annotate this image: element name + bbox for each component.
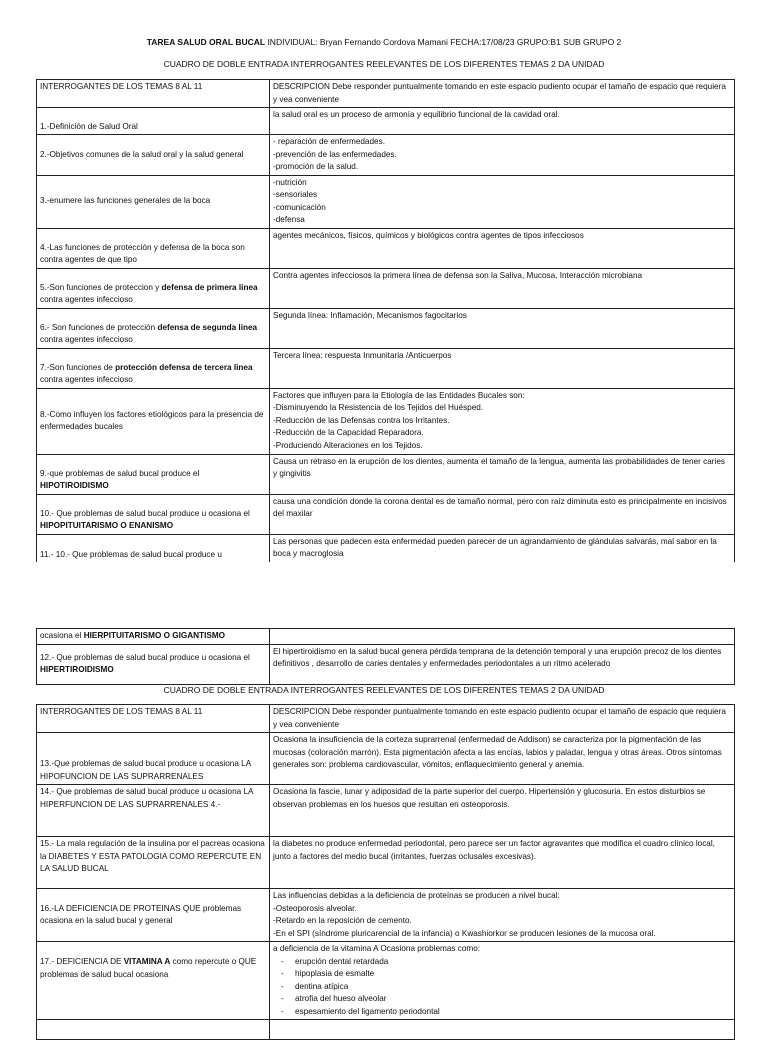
question-cell: 1.-Definición de Salud Oral (37, 108, 270, 135)
answer-cell (270, 629, 735, 645)
answer-cell: Causa un retraso en la erupción de los dientes, aumenta el tamaño de la lengua, aumenta las probabilidades de tener caries y gingivitis (270, 454, 735, 494)
table-row (37, 494, 735, 534)
question-text: contra agentes infeccioso (40, 375, 133, 384)
header-questions: INTERROGANTES DE LOS TEMAS 8 AL 11 (37, 705, 270, 733)
answer-cell (270, 135, 735, 176)
answer-line: -Reducción de las Defensas contra los Irritantes. (273, 415, 450, 425)
table-header-row (37, 80, 735, 108)
question-cell: 13.-Que problemas de salud bucal produce u ocasiona LA HIPOFUNCION DE LAS SUPRARRENALES (37, 733, 270, 785)
question-emphasis: HIPOTIROIDISMO (40, 481, 109, 490)
list-item: - dentina atípica (295, 981, 731, 994)
question-cell (37, 1020, 270, 1040)
question-emphasis: HIPERTIROIDISMO (40, 665, 114, 674)
question-text: 6.- Son funciones de protección (40, 322, 158, 332)
table-row (37, 268, 735, 308)
question-cell: 11.- 10.- Que problemas de salud bucal produce u (37, 534, 270, 562)
answer-cell: la diabetes no produce enfermedad periodontal, pero parece ser un factor agravantes que modifica el cuadro clínico local, junto a factores del medio bucal (irritantes, fuerzas oclusales excesivas). (270, 837, 735, 889)
document-page-2 (0, 590, 768, 1024)
table-subtitle-2: CUADRO DE DOBLE ENTRADA INTERROGANTES REELEVANTES DE LOS DIFERENTES TEMAS 2 DA UNIDAD (163, 685, 605, 695)
header-description: DESCRIPCION Debe responder puntualmente tomando en este espacio pudiento ocupar el tamaño de espacio que requiera y vea conveniente (270, 80, 735, 108)
table-row (37, 308, 735, 348)
table-header-row (37, 705, 735, 733)
question-text: contra agentes infeccioso (40, 295, 133, 304)
question-cell: 2.-Objetivos comunes de la salud oral y la salud general (37, 135, 270, 176)
answer-line: Las influencias debidas a la deficiencia de proteínas se producen a nivel bucal: (273, 891, 560, 900)
question-text: 9.-que problemas de salud bucal produce el (40, 468, 200, 478)
answer-line: - reparación de enfermedades. (273, 137, 385, 146)
table-row (37, 388, 735, 454)
answer-cell: Tercera línea: respuesta Inmunitaria /Anticuerpos (270, 348, 735, 388)
answer-cell: El hipertiroidismo en la salud bucal genera pérdida temprana de la detención temporal y una erupción precoz de los dientes definitivos , desarrollo de caries dentales y enfermedades periodontales a un ritmo acelerado (270, 644, 735, 684)
answer-line: -comunicación (273, 202, 326, 212)
question-text: 7.-Son funciones de (40, 362, 116, 372)
question-cell: 15.- La mala regulación de la insulina por el pacreas ocasiona la DIABETES Y ESTA PATOLOGIA COMO REPERCUTE EN LA SALUD BUCAL (37, 837, 270, 889)
answer-line: -promoción de la salud. (273, 162, 359, 171)
question-cell (37, 629, 270, 645)
answer-cell: Contra agentes infecciosos la primera línea de defensa son la Saliva, Mucosa, Interacción microbiana (270, 268, 735, 308)
question-cell (37, 454, 270, 494)
question-cell: 8.-Como influyen los factores etiológicos para la presencia de enfermedades bucales (37, 388, 270, 454)
vitamin-a-problems-list (273, 956, 731, 1019)
table-row (37, 629, 735, 645)
answer-cell (270, 175, 735, 228)
question-emphasis: defensa de segunda linea (157, 322, 258, 332)
table-row (37, 135, 735, 176)
answer-cell (270, 388, 735, 454)
answer-cell (270, 1020, 735, 1040)
question-text: como repercute o QUE problemas de salud bucal ocasiona (40, 957, 257, 979)
answer-cell: agentes mecánicos, físicos, químicos y biológicos contra agentes de tipos infecciosos (270, 228, 735, 268)
title-bold: TAREA SALUD ORAL BUCAL (146, 37, 266, 47)
question-cell (37, 308, 270, 348)
answer-cell (270, 942, 735, 1020)
page-break (0, 575, 768, 590)
answer-line: -Disminuyendo la Resistencia de los Tejidos del Huésped. (273, 403, 484, 412)
answer-cell: Segunda línea: Inflamación, Mecanismos fagocitarios (270, 308, 735, 348)
answer-line: -Reducción de la Capacidad Reparadora. (273, 428, 424, 437)
answer-line: -prevención de las enfermedades. (273, 149, 397, 159)
answer-cell: Ocasiona la fascie, lunar y adiposidad de la parte superior del cuerpo. Hipertensión y glucosuria. En estos disturbios se observan problemas en los huesos que resultan en osteoporosis. (270, 785, 735, 837)
question-emphasis: defensa de primera linea (161, 282, 258, 292)
list-item: - hipoplasia de esmalte (295, 968, 731, 981)
answer-line: Factores que influyen para la Etiología de las Entidades Bucales son: (273, 390, 525, 400)
question-cell: 4.-Las funciones de protección y defensa de la boca son contra agentes de que tipo (37, 228, 270, 268)
table-row (37, 889, 735, 942)
question-text: 17.- DEFICIENCIA DE (40, 957, 124, 966)
answer-line: a deficiencia de la vitamina A Ocasiona problemas como: (273, 944, 481, 953)
answer-cell: causa una condición donde la corona dental es de tamaño normal, pero con raíz diminuta esto es principalmente en incisivos del maxilar (270, 494, 735, 534)
answer-line: -sensoriales (273, 190, 318, 199)
question-cell (37, 942, 270, 1020)
document-title (0, 37, 768, 47)
answer-cell: la salud oral es un proceso de armonía y equilibrio funcional de la cavidad oral. (270, 108, 735, 135)
question-cell: 16.-LA DEFICIENCIA DE PROTEINAS QUE problemas ocasiona en la salud bucal y general (37, 889, 270, 942)
question-cell: 14.- Que problemas de salud bucal produce u ocasiona LA HIPERFUNCION DE LAS SUPRARRENALES 4.- (37, 785, 270, 837)
question-text: ocasiona el (40, 631, 84, 640)
question-text: 12.- Que problemas de salud bucal produce u ocasiona el (40, 652, 250, 662)
answer-line: -nutrición (273, 177, 307, 187)
question-emphasis: HIPOPITUITARISMO O ENANISMO (40, 521, 174, 530)
list-item: - espesamiento del ligamento periodontal (295, 1006, 731, 1019)
question-cell (37, 644, 270, 684)
questions-table-2 (36, 628, 735, 685)
answer-cell (270, 889, 735, 942)
questions-table-3 (36, 704, 735, 1040)
question-text: 10.- Que problemas de salud bucal produce u ocasiona el (40, 508, 250, 518)
answer-line: -defensa (273, 215, 305, 224)
table-row (37, 175, 735, 228)
table-row (37, 108, 735, 135)
table-subtitle: CUADRO DE DOBLE ENTRADA INTERROGANTES REELEVANTES DE LOS DIFERENTES TEMAS 2 DA UNIDAD (163, 59, 605, 69)
question-cell: 3.-enumere las funciones generales de la boca (37, 175, 270, 228)
table-row (37, 228, 735, 268)
answer-line: -Retardo en la reposición de cemento. (273, 916, 412, 925)
header-description: DESCRIPCION Debe responder puntualmente tomando en este espacio pudiento ocupar el tamaño de espacio que requiera y vea conveniente (270, 705, 735, 733)
answer-cell: Ocasiona la insuficiencia de la corteza suprarrenal (enfermedad de Addison) se caracteriza por la pigmentación de las mucosas (coloración marrón). Esta pigmentación afecta a las encías, labios y paladar, lengua y otras áreas. Otros síntomas generales son: problema cardiovascular, vómitos, enflaquecimiento general y anemia. (270, 733, 735, 785)
header-questions: INTERROGANTES DE LOS TEMAS 8 AL 11 (37, 80, 270, 108)
question-emphasis: protección defensa de tercera linea (115, 362, 253, 372)
answer-line: -Osteoporosis alveolar. (273, 903, 357, 913)
table-row (37, 733, 735, 785)
question-text: contra agentes infeccioso (40, 335, 133, 344)
table-row (37, 454, 735, 494)
question-text: 5.-Son funciones de proteccion y (40, 282, 162, 292)
title-rest: INDIVIDUAL: Bryan Fernando Cordova Mamani FECHA:17/08/23 GRUPO:B1 SUB GRUPO 2 (265, 37, 622, 47)
question-emphasis: VITAMINA A (123, 957, 171, 966)
question-emphasis: HIERPITUITARISMO O GIGANTISMO (83, 631, 226, 640)
list-item: - erupción dental retardada (295, 956, 731, 969)
table-row (37, 785, 735, 837)
answer-line: -En el SPI (síndrome pluricarencial de la infancia) o Kwashiorkor se producen lesiones de la mucosa oral. (273, 928, 656, 938)
table-row (37, 1020, 735, 1040)
table-row (37, 942, 735, 1020)
table-row (37, 348, 735, 388)
table-row (37, 644, 735, 684)
question-cell (37, 348, 270, 388)
question-cell (37, 268, 270, 308)
answer-line: -Produciendo Alteraciones en los Tejidos. (273, 440, 423, 450)
answer-cell: Las personas que padecen esta enfermedad pueden parecer de un agrandamiento de glándulas salvarás, mal sabor en la boca y macroglosia (270, 534, 735, 562)
questions-table-1 (36, 79, 735, 562)
question-cell (37, 494, 270, 534)
table-row (37, 837, 735, 889)
list-item: - atrofia del hueso alveolar (295, 993, 731, 1006)
table-row (37, 534, 735, 562)
